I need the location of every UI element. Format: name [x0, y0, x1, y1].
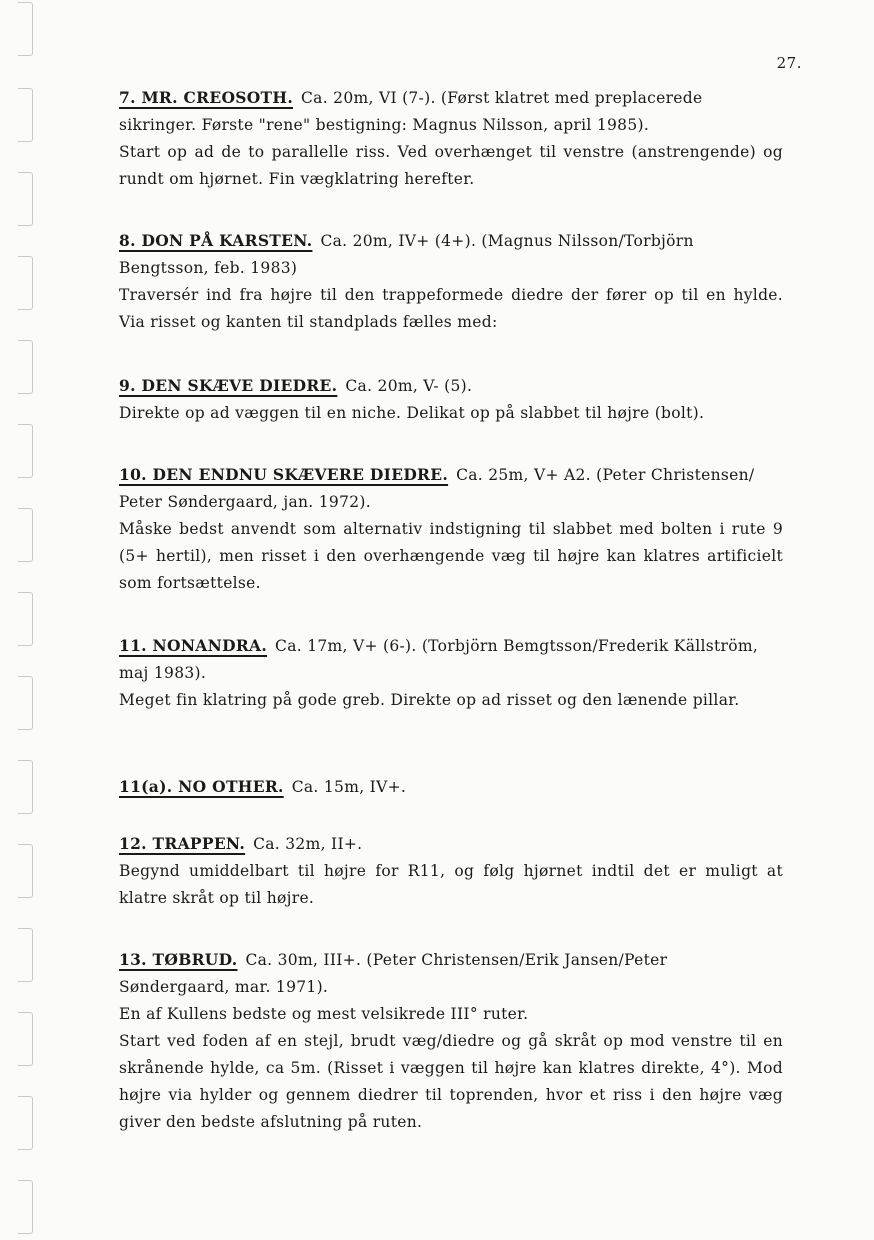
- binding-hole: [18, 424, 33, 478]
- route-meta: Ca. 25m, V+ A2. (Peter Christensen/ Peter Søndergaard, jan. 1972).: [119, 466, 755, 511]
- route-title: 11. NONANDRA.: [119, 636, 268, 655]
- binding-hole: [18, 508, 33, 562]
- route-meta: Ca. 20m, V- (5).: [345, 377, 473, 395]
- route-10: [119, 461, 783, 597]
- binding-hole: [18, 928, 33, 982]
- route-meta: Ca. 32m, II+.: [253, 835, 363, 853]
- binding-hole: [18, 172, 33, 226]
- route-title: 7. MR. CREOSOTH.: [119, 88, 294, 107]
- route-description: Direkte op ad væggen til en niche. Delikat op på slabbet til højre (bolt).: [119, 404, 705, 422]
- binding-hole: [18, 592, 33, 646]
- route-7: [119, 84, 783, 193]
- route-9: [119, 372, 783, 427]
- binding-hole: [18, 1012, 33, 1066]
- binding-hole: [18, 256, 33, 310]
- binding-hole: [18, 340, 33, 394]
- route-meta: Ca. 30m, III+. (Peter Christensen/Erik Jansen/Peter Søndergaard, mar. 1971).: [119, 951, 668, 996]
- route-meta: Ca. 20m, IV+ (4+). (Magnus Nilsson/Torbjörn Bengtsson, feb. 1983): [119, 232, 694, 277]
- route-description: Måske bedst anvendt som alternativ indstigning til slabbet med bolten i rute 9 (5+ hertil), men risset i den overhængende væg til højre kan klatres artificielt som fortsættelse.: [119, 520, 783, 592]
- route-description: Start op ad de to parallelle riss. Ved overhænget til venstre (anstrengende) og rundt om hjørnet. Fin vægklatring herefter.: [119, 143, 783, 188]
- route-title: 13. TØBRUD.: [119, 950, 238, 969]
- route-meta: Ca. 15m, IV+.: [291, 778, 407, 796]
- page-number: 27.: [776, 54, 802, 72]
- binding-hole: [18, 88, 33, 142]
- route-description: Meget fin klatring på gode greb. Direkte op ad risset og den lænende pillar.: [119, 691, 740, 709]
- binding-hole: [18, 844, 33, 898]
- route-title: 8. DON PÅ KARSTEN.: [119, 231, 313, 250]
- route-meta: Ca. 20m, VI (7-). (Først klatret med preplacerede sikringer. Første "rene" bestigning: Magnus Nilsson, april 1985).: [119, 89, 703, 134]
- route-description: Begynd umiddelbart til højre for R11, og følg hjørnet indtil det er muligt at klatre skråt op til højre.: [119, 862, 783, 907]
- route-11a: [119, 773, 783, 801]
- binding-hole: [18, 1180, 33, 1234]
- binding-hole: [18, 676, 33, 730]
- binding-hole: [18, 2, 33, 56]
- binding-holes: [18, 0, 38, 1240]
- binding-hole: [18, 1096, 33, 1150]
- route-title: 9. DEN SKÆVE DIEDRE.: [119, 376, 338, 395]
- route-meta: Ca. 17m, V+ (6-). (Torbjörn Bemgtsson/Frederik Källström, maj 1983).: [119, 637, 759, 682]
- route-description: Traversér ind fra højre til den trappeformede diedre der fører op til en hylde. Via risset og kanten til standplads fælles med:: [119, 286, 783, 331]
- route-title: 10. DEN ENDNU SKÆVERE DIEDRE.: [119, 465, 449, 484]
- route-8: [119, 227, 783, 336]
- route-title: 11(a). NO OTHER.: [119, 777, 284, 796]
- route-12: [119, 830, 783, 912]
- route-description-continued: Start ved foden af en stejl, brudt væg/diedre og gå skråt op mod venstre til en skrånende hylde, ca 5m. (Risset i væggen til højre kan klatres direkte, 4°). Mod højre via hylder og gennem diedrer til toprenden, hvor et riss i den højre væg giver den bedste afslutning på ruten.: [119, 1032, 783, 1131]
- route-13: [119, 946, 783, 1136]
- route-description: En af Kullens bedste og mest velsikrede III° ruter.: [119, 1005, 529, 1023]
- binding-hole: [18, 760, 33, 814]
- route-title: 12. TRAPPEN.: [119, 834, 246, 853]
- route-11: [119, 632, 783, 714]
